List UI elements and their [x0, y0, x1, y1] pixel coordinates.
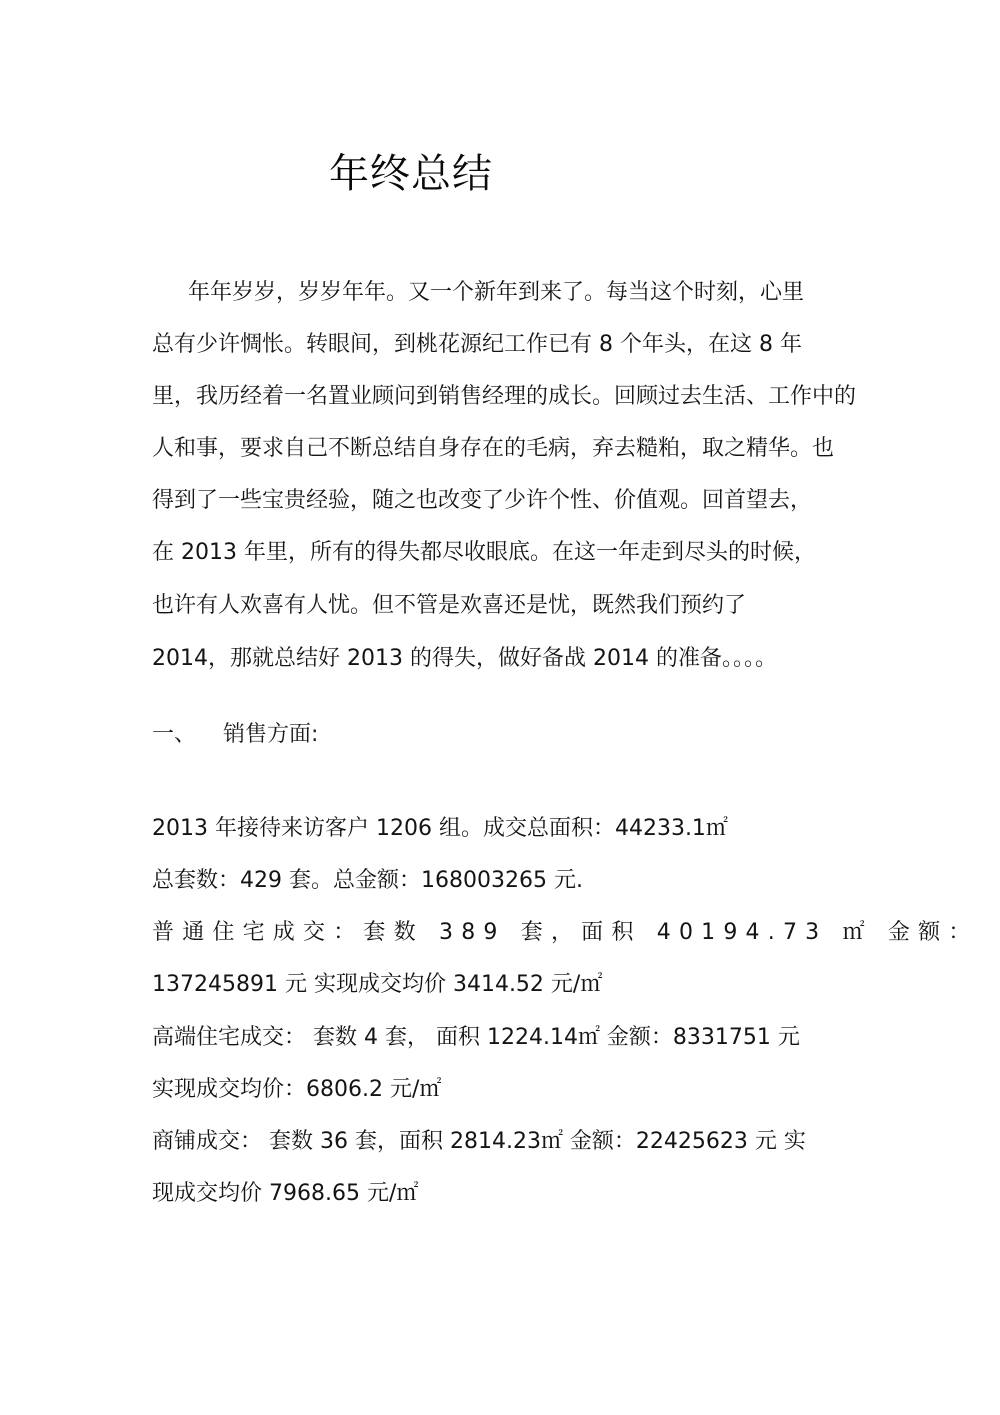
intro-paragraph-line: 得到了一些宝贵经验，随之也改变了少许个性、价值观。回首望去，	[152, 488, 813, 513]
intro-paragraph-line: 2014，那就总结好 2013 的得失，做好备战 2014 的准备。。。。	[152, 646, 777, 671]
intro-paragraph-line: 也许有人欢喜有人忧。但不管是欢喜还是忧，既然我们预约了	[152, 593, 747, 618]
sales-stat-line: 商铺成交： 套数 36 套，面积 2814.23㎡ 金额：22425623 元 实	[152, 1129, 806, 1154]
intro-paragraph-line: 人和事，要求自己不断总结自身存在的毛病，弃去糙粕，取之精华。也	[152, 436, 835, 461]
document-title: 年终总结	[329, 151, 493, 197]
sales-stat-line: 现成交均价 7968.65 元/㎡	[152, 1181, 419, 1206]
section-number: 一、	[152, 722, 197, 747]
intro-paragraph-line: 在 2013 年里，所有的得失都尽收眼底。在这一年走到尽头的时候，	[152, 540, 816, 565]
sales-stat-line: 实现成交均价：6806.2 元/㎡	[152, 1077, 442, 1102]
sales-stat-line: 总套数：429 套。总金额：168003265 元.	[152, 868, 583, 893]
intro-paragraph-line: 年年岁岁，岁岁年年。又一个新年到来了。每当这个时刻，心里	[188, 280, 805, 305]
intro-paragraph-line: 里，我历经着一名置业顾问到销售经理的成长。回顾过去生活、工作中的	[152, 384, 857, 409]
intro-paragraph-line: 总有少许惆怅。转眼间，到桃花源纪工作已有 8 个年头，在这 8 年	[152, 332, 802, 357]
sales-stat-line: 137245891 元 实现成交均价 3414.52 元/㎡	[152, 972, 603, 997]
section-heading: 销售方面:	[223, 722, 319, 747]
sales-stat-line: 普通住宅成交：套数 389 套，面积 40194.73 ㎡ 金额：	[152, 920, 979, 945]
sales-stat-line: 高端住宅成交： 套数 4 套， 面积 1224.14㎡ 金额：8331751 元	[152, 1025, 800, 1050]
sales-stat-line: 2013 年接待来访客户 1206 组。成交总面积：44233.1㎡	[152, 816, 728, 841]
